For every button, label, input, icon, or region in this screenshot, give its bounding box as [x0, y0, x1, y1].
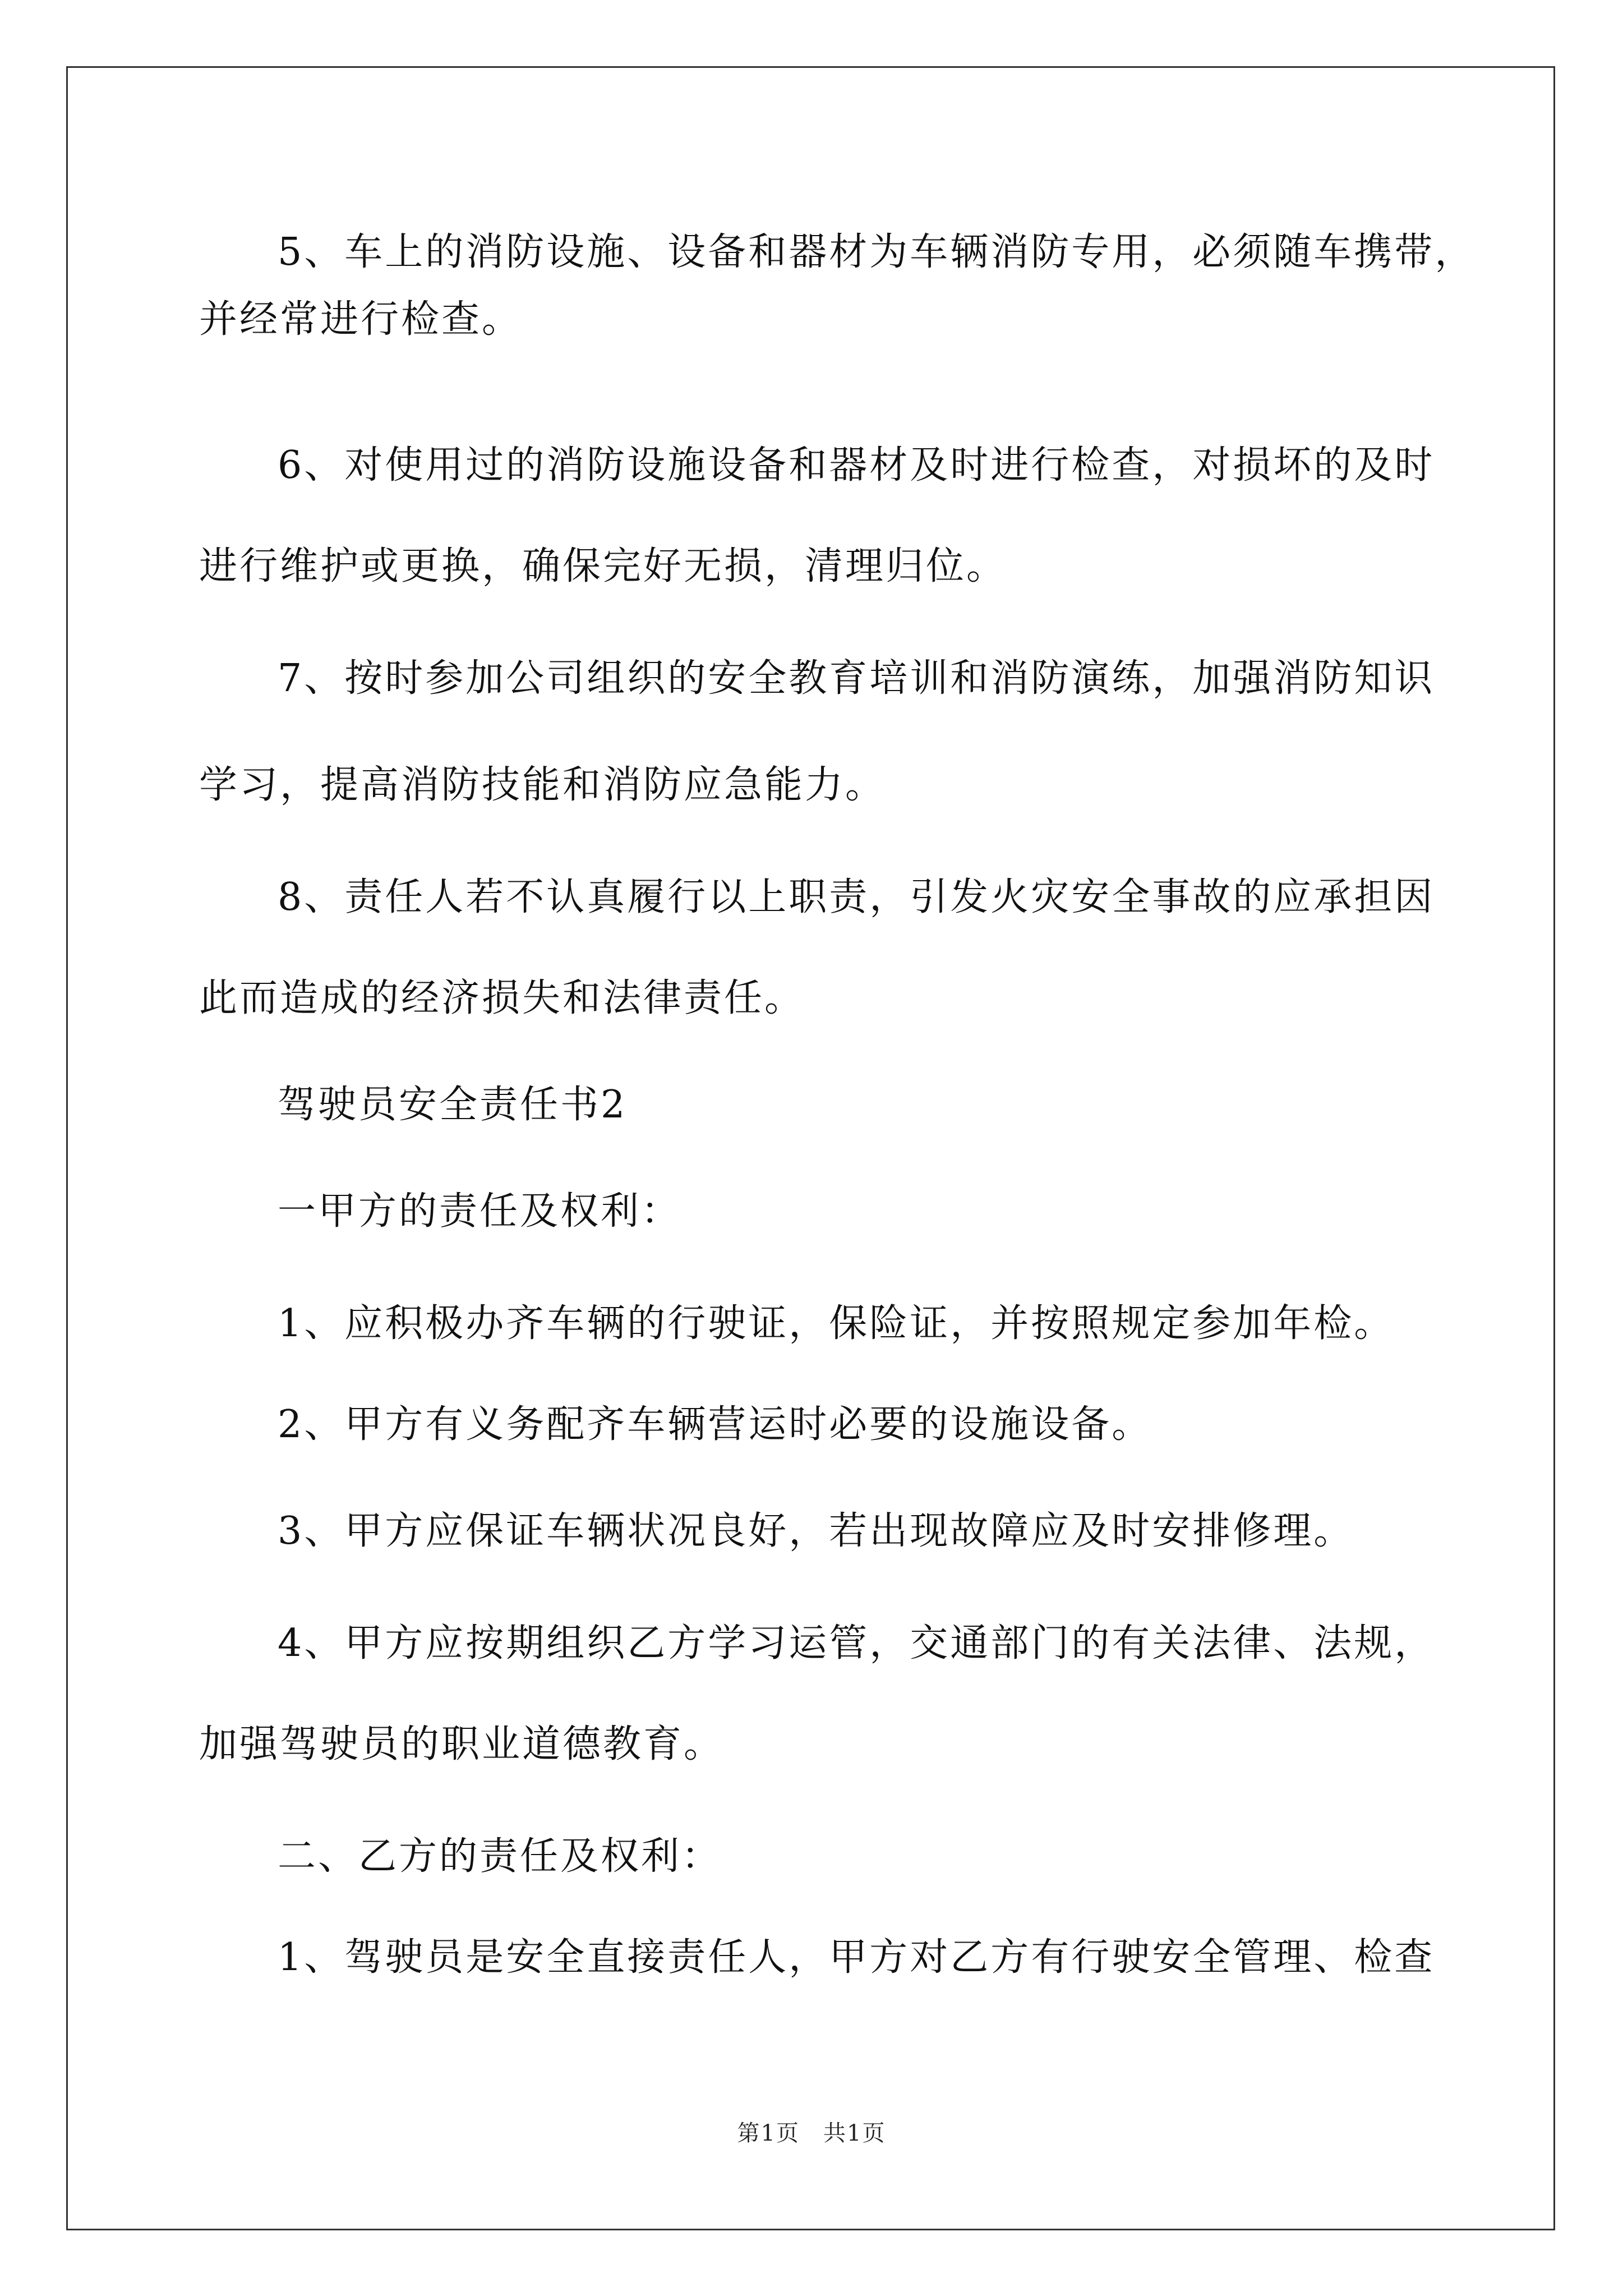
- paragraph-line: 6、对使用过的消防设施设备和器材及时进行检查，对损坏的及时: [278, 443, 1435, 487]
- section-heading: 一甲方的责任及权利：: [278, 1189, 682, 1234]
- paragraph-line: 5、车上的消防设施、设备和器材为车辆消防专用，必须随车携带，: [278, 230, 1476, 274]
- paragraph-line: 3、甲方应保证车辆状况良好，若出现故障应及时安排修理。: [278, 1509, 1354, 1553]
- section-title: 驾驶员安全责任书2: [278, 1083, 628, 1127]
- paragraph-line: 7、按时参加公司组织的安全教育培训和消防演练，加强消防知识: [278, 656, 1435, 701]
- section-heading: 二、乙方的责任及权利：: [278, 1834, 722, 1879]
- paragraph-line: 1、驾驶员是安全直接责任人，甲方对乙方有行驶安全管理、检查: [278, 1935, 1435, 1980]
- paragraph-line: 此而造成的经济损失和法律责任。: [199, 976, 805, 1020]
- paragraph-line: 并经常进行检查。: [199, 297, 523, 342]
- paragraph-line: 8、责任人若不认真履行以上职责，引发火灾安全事故的应承担因: [278, 875, 1435, 919]
- paragraph-line: 学习，提高消防技能和消防应急能力。: [199, 763, 886, 807]
- paragraph-line: 4、甲方应按期组织乙方学习运管，交通部门的有关法律、法规，: [278, 1621, 1435, 1665]
- paragraph-line: 进行维护或更换，确保完好无损，清理归位。: [199, 544, 1007, 588]
- page-footer: 第1页 共1页: [737, 2120, 886, 2146]
- page-border: [66, 66, 1555, 2230]
- paragraph-line: 1、应积极办齐车辆的行驶证，保险证，并按照规定参加年检。: [278, 1301, 1395, 1346]
- paragraph-line: 2、甲方有义务配齐车辆营运时必要的设施设备。: [278, 1402, 1152, 1447]
- paragraph-line: 加强驾驶员的职业道德教育。: [199, 1722, 725, 1766]
